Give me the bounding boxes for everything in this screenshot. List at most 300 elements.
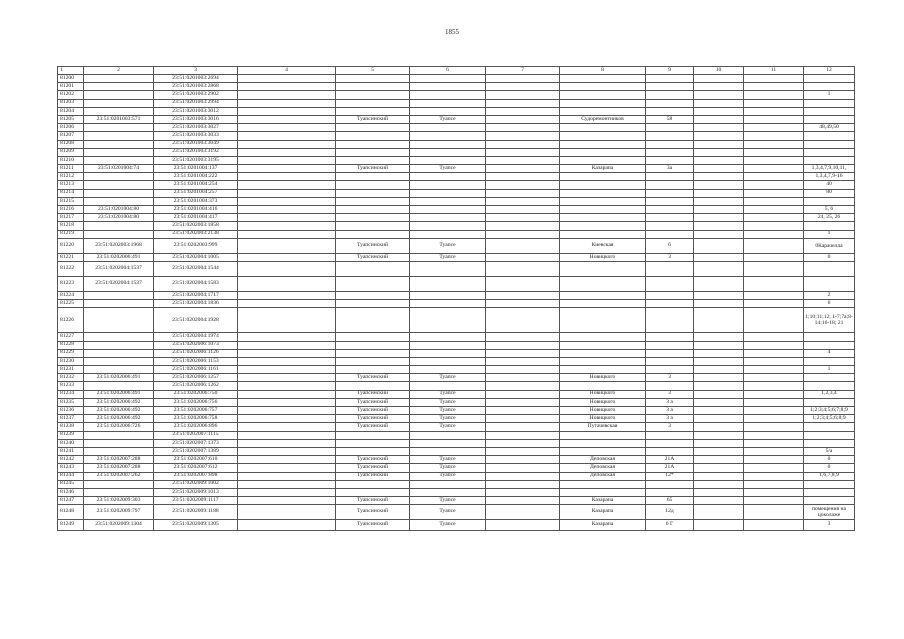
table-cell bbox=[410, 132, 486, 140]
table-cell: 3 а bbox=[646, 398, 694, 406]
table-cell: 65 bbox=[646, 497, 694, 505]
table-cell bbox=[694, 206, 744, 214]
table-cell: 23:51:0201004:416 bbox=[154, 206, 238, 214]
table-row bbox=[58, 357, 855, 365]
table-cell bbox=[238, 382, 336, 390]
table-cell bbox=[486, 472, 560, 480]
table-cell bbox=[804, 431, 855, 439]
table-cell bbox=[336, 230, 410, 238]
table-cell bbox=[560, 124, 646, 132]
table-cell: 81215 bbox=[58, 197, 84, 205]
table-cell bbox=[646, 480, 694, 488]
table-cell bbox=[646, 366, 694, 374]
table-cell bbox=[238, 472, 336, 480]
table-cell bbox=[744, 300, 804, 308]
table-cell: 81221 bbox=[58, 253, 84, 261]
table-cell: 23:51:0201004:137 bbox=[154, 165, 238, 173]
column-header: 6 bbox=[410, 67, 486, 75]
table-cell bbox=[560, 222, 646, 230]
table-cell: 12д bbox=[646, 505, 694, 520]
table-cell bbox=[646, 181, 694, 189]
table-cell bbox=[238, 349, 336, 357]
table-cell bbox=[84, 148, 154, 156]
table-cell bbox=[804, 480, 855, 488]
table-cell: 3 bbox=[804, 520, 855, 531]
table-row bbox=[58, 308, 855, 333]
table-cell: 81227 bbox=[58, 333, 84, 341]
column-header: 1 bbox=[58, 67, 84, 75]
table-cell bbox=[744, 407, 804, 415]
table-cell bbox=[744, 415, 804, 423]
table-row bbox=[58, 488, 855, 496]
table-cell: 58 bbox=[646, 115, 694, 123]
table-cell bbox=[336, 214, 410, 222]
table-cell: Туапсе bbox=[410, 497, 486, 505]
table-cell bbox=[84, 300, 154, 308]
table-cell bbox=[646, 300, 694, 308]
table-cell bbox=[694, 173, 744, 181]
table-row bbox=[58, 291, 855, 299]
table-cell bbox=[744, 308, 804, 333]
table-cell: Туапсинский bbox=[336, 398, 410, 406]
table-cell: Туапсинский bbox=[336, 423, 410, 431]
table-cell bbox=[486, 366, 560, 374]
table-cell bbox=[486, 333, 560, 341]
table-cell bbox=[486, 238, 560, 253]
table-row bbox=[58, 349, 855, 357]
table-cell: Туапсинский bbox=[336, 253, 410, 261]
table-cell bbox=[744, 464, 804, 472]
table-cell: 81207 bbox=[58, 132, 84, 140]
table-cell bbox=[646, 447, 694, 455]
table-cell bbox=[84, 99, 154, 107]
table-cell bbox=[486, 132, 560, 140]
table-cell: 81209 bbox=[58, 148, 84, 156]
table-cell bbox=[646, 230, 694, 238]
table-cell bbox=[744, 181, 804, 189]
table-cell: Новицкого bbox=[560, 398, 646, 406]
table-cell bbox=[410, 480, 486, 488]
table-cell bbox=[238, 366, 336, 374]
table-cell bbox=[804, 222, 855, 230]
table-cell: 23:51:0202006:896 bbox=[154, 423, 238, 431]
table-cell: 81219 bbox=[58, 230, 84, 238]
table-cell: 23:51:0201003:3016 bbox=[154, 115, 238, 123]
table-cell bbox=[744, 439, 804, 447]
table-cell: Новицкого bbox=[560, 253, 646, 261]
table-cell bbox=[238, 107, 336, 115]
table-cell: 3 bbox=[646, 390, 694, 398]
table-row bbox=[58, 520, 855, 531]
table-cell bbox=[486, 115, 560, 123]
table-cell bbox=[486, 165, 560, 173]
table-cell bbox=[238, 124, 336, 132]
table-row bbox=[58, 189, 855, 197]
table-row bbox=[58, 83, 855, 91]
table-cell bbox=[804, 197, 855, 205]
table-cell bbox=[646, 488, 694, 496]
table-row bbox=[58, 447, 855, 455]
table-cell bbox=[804, 497, 855, 505]
table-cell bbox=[336, 222, 410, 230]
table-cell bbox=[486, 415, 560, 423]
table-row bbox=[58, 124, 855, 132]
table-cell bbox=[744, 230, 804, 238]
table-cell bbox=[410, 124, 486, 132]
table-cell bbox=[336, 99, 410, 107]
table-cell bbox=[694, 497, 744, 505]
table-cell: 23:51:0202004:1974 bbox=[154, 333, 238, 341]
table-cell bbox=[486, 520, 560, 531]
table-cell: Туапсе bbox=[410, 398, 486, 406]
table-cell bbox=[744, 148, 804, 156]
table-cell bbox=[560, 189, 646, 197]
table-cell bbox=[646, 107, 694, 115]
column-header: 9 bbox=[646, 67, 694, 75]
table-cell bbox=[694, 333, 744, 341]
table-cell bbox=[238, 341, 336, 349]
table-cell bbox=[694, 398, 744, 406]
table-cell bbox=[238, 173, 336, 181]
table-row bbox=[58, 140, 855, 148]
table-cell bbox=[410, 222, 486, 230]
table-cell: 81208 bbox=[58, 140, 84, 148]
table-cell: 23:51:0202006:492 bbox=[84, 407, 154, 415]
table-cell bbox=[238, 165, 336, 173]
table-cell bbox=[84, 488, 154, 496]
table-cell: 81213 bbox=[58, 181, 84, 189]
table-cell: 23:51:0202009:1002 bbox=[154, 480, 238, 488]
table-cell bbox=[744, 140, 804, 148]
table-cell: 23:51:0201004:222 bbox=[154, 173, 238, 181]
table-cell bbox=[486, 253, 560, 261]
table-cell bbox=[410, 447, 486, 455]
table-row bbox=[58, 439, 855, 447]
table-cell bbox=[560, 75, 646, 83]
table-cell bbox=[560, 366, 646, 374]
table-cell bbox=[486, 505, 560, 520]
table-cell: 23:51:0202007:612 bbox=[154, 464, 238, 472]
table-row bbox=[58, 423, 855, 431]
table-cell: 81222 bbox=[58, 261, 84, 276]
table-cell bbox=[694, 447, 744, 455]
table-cell bbox=[744, 480, 804, 488]
table-cell bbox=[804, 140, 855, 148]
column-header: 4 bbox=[238, 67, 336, 75]
table-cell bbox=[804, 156, 855, 164]
table-cell: Туапсе bbox=[410, 253, 486, 261]
table-row bbox=[58, 99, 855, 107]
table-cell bbox=[238, 140, 336, 148]
table-cell bbox=[744, 431, 804, 439]
table-cell: 1;2;3;4;5;6;7;8;9 bbox=[804, 407, 855, 415]
table-cell bbox=[646, 214, 694, 222]
table-cell: 23:51:0201003:2994 bbox=[154, 99, 238, 107]
table-cell bbox=[694, 456, 744, 464]
table-cell bbox=[238, 99, 336, 107]
table-cell: 5/а bbox=[804, 447, 855, 455]
table-cell: 3 а bbox=[646, 407, 694, 415]
table-cell bbox=[560, 341, 646, 349]
table-cell: 81245 bbox=[58, 480, 84, 488]
table-cell bbox=[336, 366, 410, 374]
table-cell bbox=[410, 341, 486, 349]
table-cell bbox=[486, 398, 560, 406]
table-cell bbox=[486, 261, 560, 276]
table-cell: 40 bbox=[804, 181, 855, 189]
table-cell bbox=[238, 189, 336, 197]
table-cell bbox=[486, 341, 560, 349]
table-cell bbox=[694, 214, 744, 222]
table-cell bbox=[646, 431, 694, 439]
table-cell: Туапсе bbox=[410, 472, 486, 480]
table-cell: 23:51:0202009:1188 bbox=[154, 505, 238, 520]
table-cell: 1 bbox=[804, 91, 855, 99]
table-cell: Туапсе bbox=[410, 165, 486, 173]
table-cell bbox=[238, 148, 336, 156]
table-row bbox=[58, 253, 855, 261]
table-cell bbox=[486, 291, 560, 299]
table-cell bbox=[694, 115, 744, 123]
table-cell bbox=[646, 439, 694, 447]
table-cell: 23:51:0201004:254 bbox=[154, 181, 238, 189]
table-cell: 81243 bbox=[58, 464, 84, 472]
table-cell bbox=[694, 505, 744, 520]
table-cell bbox=[238, 300, 336, 308]
table-cell: 81218 bbox=[58, 222, 84, 230]
table-cell bbox=[84, 197, 154, 205]
table-cell bbox=[694, 222, 744, 230]
table-cell bbox=[486, 447, 560, 455]
table-cell: 23:51:0202004:1928 bbox=[154, 308, 238, 333]
table-cell: 23:51:0202004:1005 bbox=[154, 253, 238, 261]
table-cell bbox=[486, 423, 560, 431]
table-cell bbox=[410, 276, 486, 291]
table-cell bbox=[804, 333, 855, 341]
table-cell bbox=[646, 99, 694, 107]
table-cell: Казарапа bbox=[560, 165, 646, 173]
table-cell bbox=[744, 75, 804, 83]
table-cell: 12* bbox=[646, 472, 694, 480]
table-cell bbox=[694, 390, 744, 398]
table-cell: 23:51:0202006:491 bbox=[84, 390, 154, 398]
table-cell bbox=[694, 488, 744, 496]
table-cell bbox=[694, 464, 744, 472]
table-cell bbox=[744, 253, 804, 261]
table-cell bbox=[238, 447, 336, 455]
table-cell bbox=[84, 173, 154, 181]
table-cell bbox=[744, 357, 804, 365]
table-cell bbox=[560, 156, 646, 164]
table-cell bbox=[336, 132, 410, 140]
table-cell bbox=[486, 91, 560, 99]
table-cell bbox=[646, 156, 694, 164]
table-cell bbox=[410, 261, 486, 276]
table-cell bbox=[486, 374, 560, 382]
table-cell: 1,3,4,7,9,10,11, bbox=[804, 165, 855, 173]
table-cell bbox=[744, 520, 804, 531]
table-cell bbox=[336, 431, 410, 439]
table-cell bbox=[238, 456, 336, 464]
table-cell: 23:51:0201003:3027 bbox=[154, 124, 238, 132]
table-cell bbox=[646, 132, 694, 140]
table-cell bbox=[410, 382, 486, 390]
table-cell bbox=[238, 156, 336, 164]
table-cell bbox=[238, 497, 336, 505]
table-cell bbox=[646, 91, 694, 99]
table-cell: 81234 bbox=[58, 390, 84, 398]
table-cell bbox=[646, 189, 694, 197]
table-cell bbox=[336, 156, 410, 164]
table-cell bbox=[804, 341, 855, 349]
table-cell: Казарапа bbox=[560, 505, 646, 520]
table-cell bbox=[646, 140, 694, 148]
table-cell: 23:51:0202003:1858 bbox=[154, 222, 238, 230]
table-cell: Туапсинский bbox=[336, 456, 410, 464]
table-cell: 5, 6 bbox=[804, 206, 855, 214]
table-cell bbox=[486, 173, 560, 181]
table-row bbox=[58, 261, 855, 276]
table-row bbox=[58, 222, 855, 230]
table-row bbox=[58, 132, 855, 140]
table-row bbox=[58, 390, 855, 398]
table-cell bbox=[804, 261, 855, 276]
table-cell: 23:51:0202004:1583 bbox=[154, 276, 238, 291]
table-cell bbox=[560, 349, 646, 357]
table-cell: 6 bbox=[646, 238, 694, 253]
table-cell bbox=[694, 75, 744, 83]
table-cell bbox=[238, 197, 336, 205]
table-cell bbox=[486, 488, 560, 496]
table-row bbox=[58, 505, 855, 520]
table-cell bbox=[744, 291, 804, 299]
table-cell bbox=[646, 357, 694, 365]
table-cell bbox=[336, 148, 410, 156]
table-cell bbox=[560, 181, 646, 189]
table-cell: 81242 bbox=[58, 456, 84, 464]
table-cell: Новицкого bbox=[560, 390, 646, 398]
table-cell bbox=[744, 156, 804, 164]
table-cell: 81236 bbox=[58, 407, 84, 415]
table-cell: 81249 bbox=[58, 520, 84, 531]
table-cell: Туапсинский bbox=[336, 520, 410, 531]
table-cell bbox=[84, 222, 154, 230]
table-cell bbox=[84, 230, 154, 238]
table-row bbox=[58, 456, 855, 464]
table-cell bbox=[646, 206, 694, 214]
table-cell bbox=[410, 91, 486, 99]
table-cell: 81229 bbox=[58, 349, 84, 357]
table-cell bbox=[560, 214, 646, 222]
table-cell bbox=[336, 308, 410, 333]
table-cell bbox=[560, 230, 646, 238]
table-cell: Судоремонтников bbox=[560, 115, 646, 123]
table-cell: 23:51:0202004:1537 bbox=[84, 276, 154, 291]
table-cell: 23:51:0202006:492 bbox=[84, 398, 154, 406]
table-cell: 81235 bbox=[58, 398, 84, 406]
table-cell: 1,3,4,7,9-16 bbox=[804, 173, 855, 181]
table-cell bbox=[336, 357, 410, 365]
table-cell bbox=[84, 431, 154, 439]
table-cell: 23:51:0201004:80 bbox=[84, 214, 154, 222]
table-cell: 23:51:0202007:1389 bbox=[154, 447, 238, 455]
table-cell bbox=[646, 333, 694, 341]
table-cell bbox=[486, 197, 560, 205]
table-cell bbox=[804, 423, 855, 431]
table-cell bbox=[410, 107, 486, 115]
table-cell bbox=[744, 423, 804, 431]
table-cell bbox=[410, 230, 486, 238]
table-cell: Туапсе bbox=[410, 374, 486, 382]
table-cell bbox=[486, 206, 560, 214]
table-cell: 0Карачелла bbox=[804, 238, 855, 253]
table-cell bbox=[744, 189, 804, 197]
table-cell bbox=[560, 83, 646, 91]
table-cell bbox=[410, 148, 486, 156]
table-cell bbox=[804, 83, 855, 91]
table-cell: Туапсинский bbox=[336, 115, 410, 123]
table-cell bbox=[410, 173, 486, 181]
table-row bbox=[58, 197, 855, 205]
table-cell bbox=[84, 156, 154, 164]
table-cell bbox=[646, 276, 694, 291]
table-cell bbox=[486, 156, 560, 164]
table-cell bbox=[238, 91, 336, 99]
table-cell bbox=[804, 439, 855, 447]
table-cell bbox=[238, 480, 336, 488]
table-cell bbox=[744, 197, 804, 205]
table-cell bbox=[336, 439, 410, 447]
table-cell: 23:51:0202006:1262 bbox=[154, 382, 238, 390]
table-row bbox=[58, 238, 855, 253]
table-cell bbox=[744, 222, 804, 230]
table-cell bbox=[744, 341, 804, 349]
table-cell bbox=[486, 230, 560, 238]
table-cell bbox=[804, 374, 855, 382]
table-cell: 81228 bbox=[58, 341, 84, 349]
table-cell bbox=[744, 349, 804, 357]
table-cell bbox=[804, 398, 855, 406]
table-cell bbox=[804, 148, 855, 156]
table-cell bbox=[744, 214, 804, 222]
table-cell bbox=[560, 439, 646, 447]
table-cell bbox=[744, 333, 804, 341]
table-cell: 23:51:0202006:491 bbox=[84, 374, 154, 382]
table-cell bbox=[336, 291, 410, 299]
table-row bbox=[58, 148, 855, 156]
table-cell bbox=[238, 415, 336, 423]
table-cell: 23:51:0202006:491 bbox=[84, 253, 154, 261]
table-cell bbox=[744, 456, 804, 464]
table-cell bbox=[694, 308, 744, 333]
table-cell bbox=[694, 140, 744, 148]
table-cell: Туапсе bbox=[410, 115, 486, 123]
table-cell: 81216 bbox=[58, 206, 84, 214]
table-cell: 81204 bbox=[58, 107, 84, 115]
table-cell bbox=[410, 140, 486, 148]
table-row bbox=[58, 107, 855, 115]
table-cell bbox=[694, 423, 744, 431]
table-cell bbox=[694, 91, 744, 99]
table-cell bbox=[238, 238, 336, 253]
table-cell bbox=[560, 447, 646, 455]
table-cell: 81201 bbox=[58, 83, 84, 91]
table-cell: Казарапа bbox=[560, 497, 646, 505]
table-cell bbox=[238, 83, 336, 91]
table-cell: 23:51:0202003:999 bbox=[154, 238, 238, 253]
table-cell: Туапсинский bbox=[336, 505, 410, 520]
table-cell: Туапсинский bbox=[336, 390, 410, 398]
